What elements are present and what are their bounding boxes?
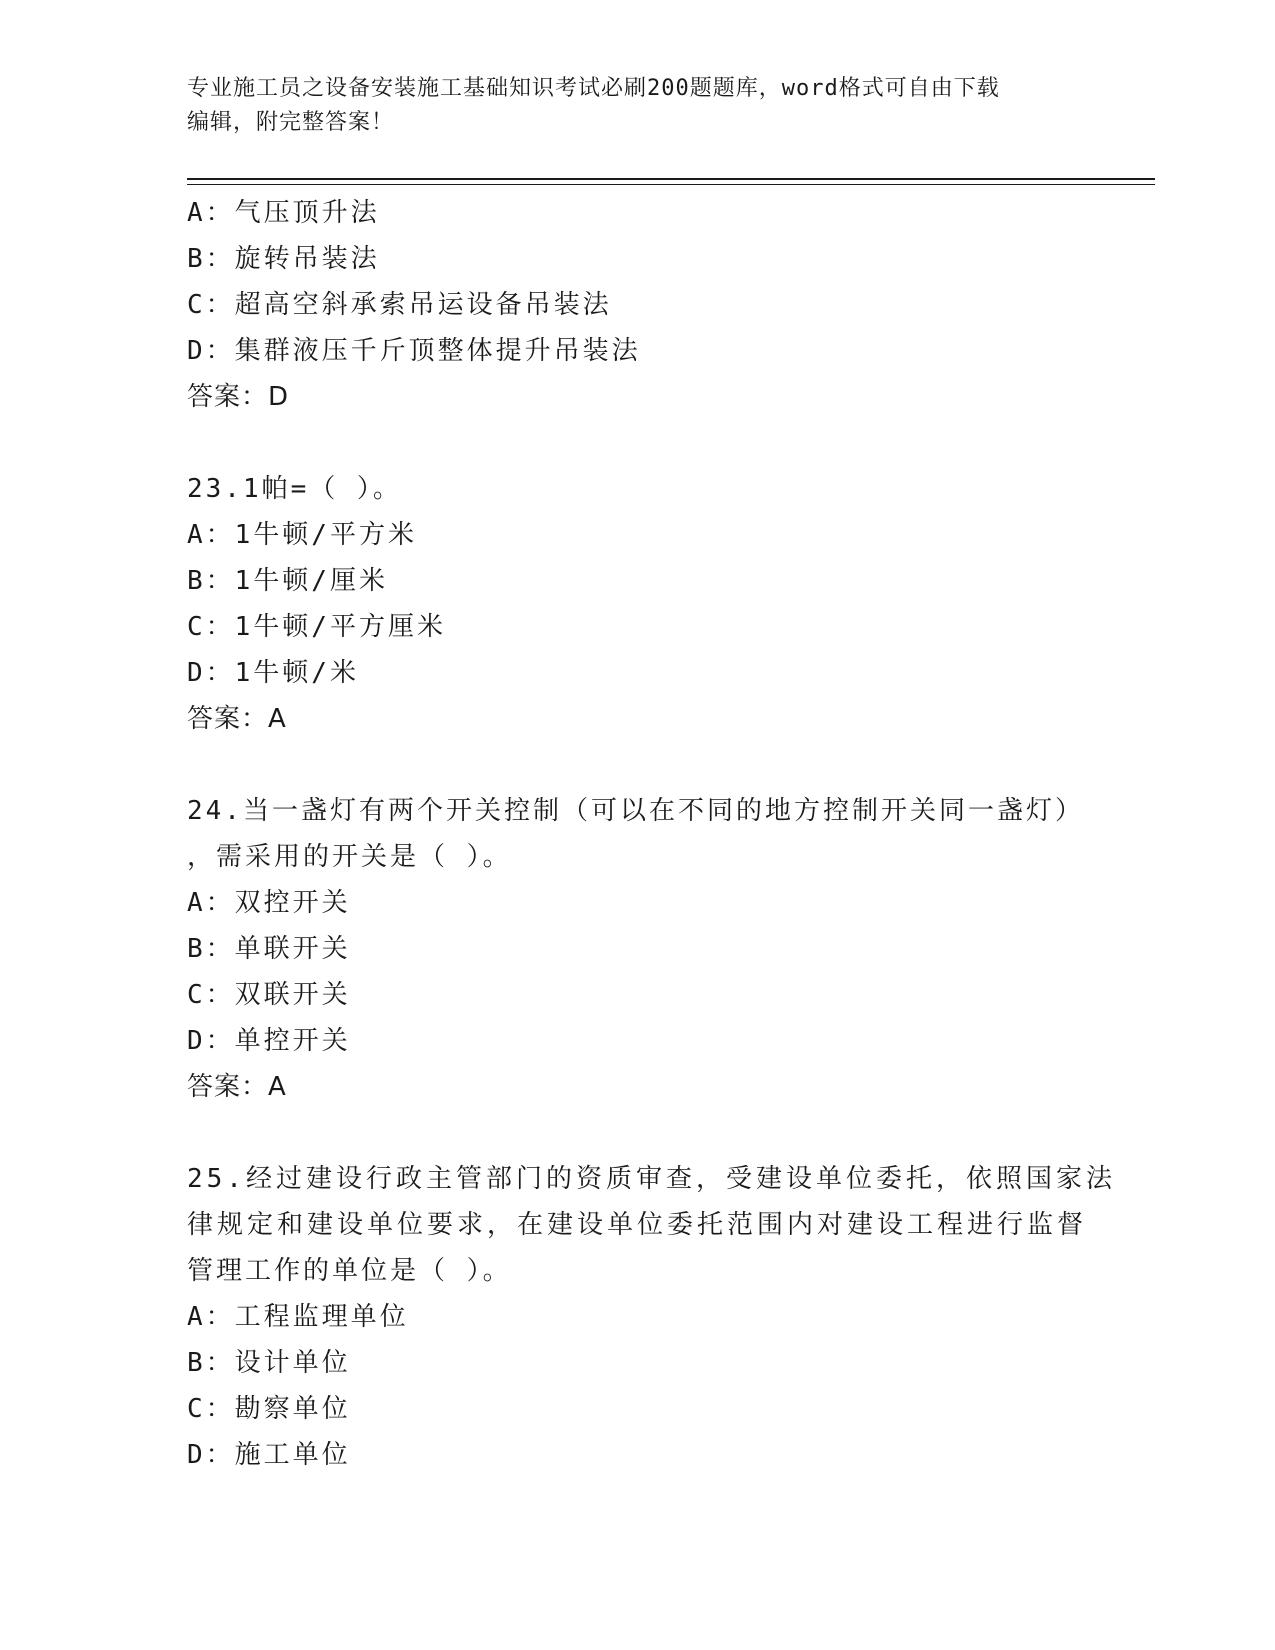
q23-answer: 答案：A <box>187 704 287 734</box>
q24-question-line-1: 24.当一盏灯有两个开关控制（可以在不同的地方控制开关同一盏灯） <box>187 796 1084 826</box>
q22-option-d: D：集群液压千斤顶整体提升吊装法 <box>187 336 641 366</box>
q25-question-line-3: 管理工作的单位是（ ）。 <box>187 1256 512 1286</box>
question-22 <box>187 190 1087 420</box>
q24-option-d: D：单控开关 <box>187 1026 351 1056</box>
question-23 <box>187 466 1087 742</box>
document-page <box>187 0 1157 1650</box>
q23-option-c: C：1牛顿/平方厘米 <box>187 612 446 642</box>
q22-answer: 答案：D <box>187 382 290 412</box>
question-25 <box>187 1156 1116 1478</box>
q24-answer: 答案：A <box>187 1072 287 1102</box>
q22-option-c: C：超高空斜承索吊运设备吊装法 <box>187 290 612 320</box>
q23-option-b: B：1牛顿/厘米 <box>187 566 388 596</box>
q22-option-a: A：气压顶升法 <box>187 198 380 228</box>
header-line-2: 编辑，附完整答案！ <box>187 110 395 135</box>
q22-option-b: B：旋转吊装法 <box>187 244 380 274</box>
q23-option-a: A：1牛顿/平方米 <box>187 520 417 550</box>
q25-question-line-2: 律规定和建设单位要求，在建设单位委托范围内对建设工程进行监督 <box>187 1210 1088 1240</box>
document-header <box>187 72 1087 140</box>
header-line-1: 专业施工员之设备安装施工基础知识考试必刷200题题库，word格式可自由下载 <box>187 76 1000 101</box>
q25-option-a: A：工程监理单位 <box>187 1302 409 1332</box>
q23-question-text: 23.1帕=（ ）。 <box>187 474 402 504</box>
q23-option-d: D：1牛顿/米 <box>187 658 359 688</box>
q25-option-b: B：设计单位 <box>187 1348 351 1378</box>
question-24 <box>187 788 1087 1110</box>
q25-question-line-1: 25.经过建设行政主管部门的资质审查，受建设单位委托，依照国家法 <box>187 1164 1116 1194</box>
q24-option-a: A：双控开关 <box>187 888 351 918</box>
q24-question-line-2: ，需采用的开关是（ ）。 <box>187 842 512 872</box>
header-divider-thin <box>187 184 1155 185</box>
q24-option-c: C：双联开关 <box>187 980 351 1010</box>
q24-option-b: B：单联开关 <box>187 934 351 964</box>
q25-option-c: C：勘察单位 <box>187 1394 351 1424</box>
question-list <box>187 190 1116 1478</box>
q25-option-d: D：施工单位 <box>187 1440 351 1470</box>
header-divider-thick <box>187 178 1155 180</box>
